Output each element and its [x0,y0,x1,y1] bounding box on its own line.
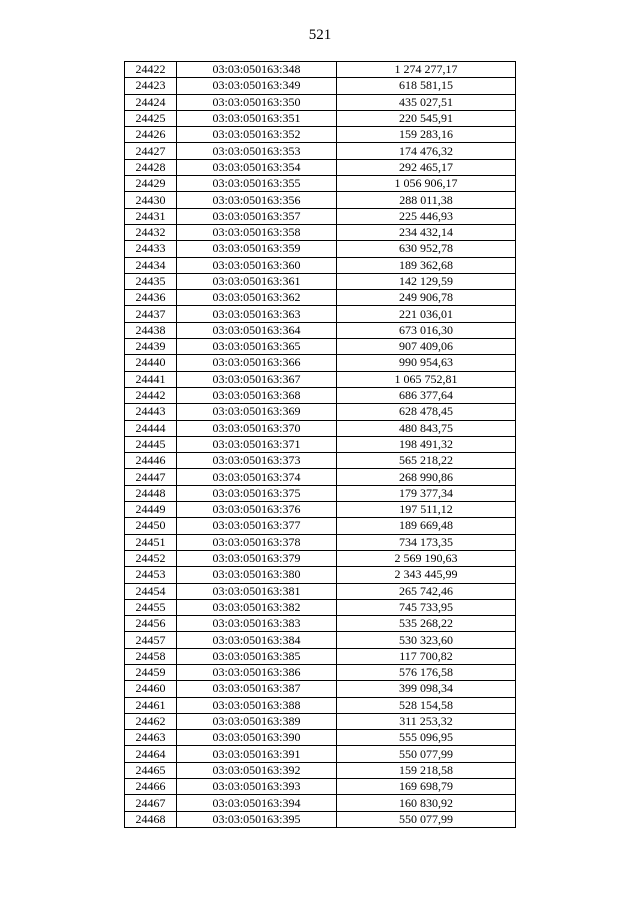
cadastral-value-cell: 576 176,58 [337,664,516,680]
row-number-cell: 24435 [125,273,177,289]
cadastral-number-cell: 03:03:050163:365 [177,339,337,355]
cadastral-number-cell: 03:03:050163:389 [177,713,337,729]
cadastral-value-cell: 528 154,58 [337,697,516,713]
cadastral-value-cell: 160 830,92 [337,795,516,811]
table-row [125,599,516,615]
cadastral-number-cell: 03:03:050163:379 [177,550,337,566]
table-row [125,257,516,273]
cadastral-value-cell: 630 952,78 [337,241,516,257]
cadastral-value-cell: 480 843,75 [337,420,516,436]
cadastral-value-cell: 311 253,32 [337,713,516,729]
cadastral-value-cell: 907 409,06 [337,339,516,355]
cadastral-number-cell: 03:03:050163:386 [177,664,337,680]
cadastral-number-cell: 03:03:050163:395 [177,811,337,827]
cadastral-value-cell: 399 098,34 [337,681,516,697]
table-row [125,78,516,94]
cadastral-number-cell: 03:03:050163:377 [177,518,337,534]
cadastral-value-cell: 565 218,22 [337,453,516,469]
cadastral-value-cell: 990 954,63 [337,355,516,371]
cadastral-number-cell: 03:03:050163:360 [177,257,337,273]
cadastral-value-cell: 117 700,82 [337,648,516,664]
table-body [125,62,516,828]
cadastral-number-cell: 03:03:050163:356 [177,192,337,208]
row-number-cell: 24447 [125,469,177,485]
page-number: 521 [308,27,332,43]
cadastral-number-cell: 03:03:050163:380 [177,567,337,583]
cadastral-value-cell: 530 323,60 [337,632,516,648]
row-number-cell: 24462 [125,713,177,729]
cadastral-value-cell: 142 129,59 [337,273,516,289]
table-row [125,567,516,583]
cadastral-number-cell: 03:03:050163:370 [177,420,337,436]
table-row [125,371,516,387]
table-row [125,811,516,827]
cadastral-value-cell: 197 511,12 [337,502,516,518]
row-number-cell: 24424 [125,94,177,110]
table-row [125,355,516,371]
cadastral-number-cell: 03:03:050163:394 [177,795,337,811]
cadastral-number-cell: 03:03:050163:359 [177,241,337,257]
table-row [125,795,516,811]
cadastral-value-cell: 288 011,38 [337,192,516,208]
row-number-cell: 24434 [125,257,177,273]
cadastral-number-cell: 03:03:050163:384 [177,632,337,648]
cadastral-value-cell: 745 733,95 [337,599,516,615]
row-number-cell: 24440 [125,355,177,371]
row-number-cell: 24464 [125,746,177,762]
cadastral-number-cell: 03:03:050163:376 [177,502,337,518]
row-number-cell: 24443 [125,404,177,420]
cadastral-value-cell: 174 476,32 [337,143,516,159]
row-number-cell: 24468 [125,811,177,827]
cadastral-value-cell: 1 065 752,81 [337,371,516,387]
row-number-cell: 24423 [125,78,177,94]
table-row [125,241,516,257]
table-row [125,62,516,78]
cadastral-number-cell: 03:03:050163:358 [177,224,337,240]
table-row [125,339,516,355]
cadastral-value-cell: 268 990,86 [337,469,516,485]
cadastral-value-cell: 555 096,95 [337,730,516,746]
table-row [125,632,516,648]
cadastral-value-cell: 1 274 277,17 [337,62,516,78]
table-row [125,469,516,485]
row-number-cell: 24448 [125,485,177,501]
table-row [125,306,516,322]
cadastral-number-cell: 03:03:050163:374 [177,469,337,485]
cadastral-value-cell: 2 569 190,63 [337,550,516,566]
table-row [125,681,516,697]
row-number-cell: 24442 [125,387,177,403]
cadastral-number-cell: 03:03:050163:348 [177,62,337,78]
cadastral-value-cell: 234 432,14 [337,224,516,240]
row-number-cell: 24460 [125,681,177,697]
table-row [125,290,516,306]
row-number-cell: 24436 [125,290,177,306]
table-row [125,420,516,436]
table-row [125,502,516,518]
cadastral-number-cell: 03:03:050163:357 [177,208,337,224]
table-row [125,159,516,175]
cadastral-number-cell: 03:03:050163:368 [177,387,337,403]
table-row [125,208,516,224]
row-number-cell: 24451 [125,534,177,550]
cadastral-number-cell: 03:03:050163:361 [177,273,337,289]
row-number-cell: 24449 [125,502,177,518]
table-row [125,176,516,192]
cadastral-number-cell: 03:03:050163:390 [177,730,337,746]
cadastral-number-cell: 03:03:050163:381 [177,583,337,599]
cadastral-number-cell: 03:03:050163:369 [177,404,337,420]
row-number-cell: 24454 [125,583,177,599]
cadastral-number-cell: 03:03:050163:366 [177,355,337,371]
cadastral-value-table [124,61,516,828]
cadastral-number-cell: 03:03:050163:375 [177,485,337,501]
table-row [125,273,516,289]
table-row [125,127,516,143]
cadastral-value-cell: 198 491,32 [337,436,516,452]
cadastral-number-cell: 03:03:050163:391 [177,746,337,762]
table-row [125,534,516,550]
row-number-cell: 24459 [125,664,177,680]
row-number-cell: 24425 [125,110,177,126]
cadastral-number-cell: 03:03:050163:362 [177,290,337,306]
table-row [125,94,516,110]
row-number-cell: 24457 [125,632,177,648]
row-number-cell: 24426 [125,127,177,143]
cadastral-value-cell: 734 173,35 [337,534,516,550]
row-number-cell: 24428 [125,159,177,175]
cadastral-value-cell: 265 742,46 [337,583,516,599]
row-number-cell: 24439 [125,339,177,355]
row-number-cell: 24450 [125,518,177,534]
cadastral-number-cell: 03:03:050163:392 [177,762,337,778]
table-row [125,713,516,729]
table-row [125,779,516,795]
row-number-cell: 24432 [125,224,177,240]
cadastral-value-cell: 550 077,99 [337,746,516,762]
cadastral-value-cell: 225 446,93 [337,208,516,224]
row-number-cell: 24452 [125,550,177,566]
row-number-cell: 24445 [125,436,177,452]
table-row [125,746,516,762]
cadastral-number-cell: 03:03:050163:388 [177,697,337,713]
table-row [125,387,516,403]
table-row [125,664,516,680]
row-number-cell: 24463 [125,730,177,746]
cadastral-number-cell: 03:03:050163:364 [177,322,337,338]
table-row [125,436,516,452]
table-row [125,143,516,159]
table-row [125,322,516,338]
cadastral-value-cell: 249 906,78 [337,290,516,306]
row-number-cell: 24438 [125,322,177,338]
cadastral-value-cell: 1 056 906,17 [337,176,516,192]
cadastral-number-cell: 03:03:050163:383 [177,616,337,632]
row-number-cell: 24422 [125,62,177,78]
cadastral-number-cell: 03:03:050163:352 [177,127,337,143]
row-number-cell: 24446 [125,453,177,469]
row-number-cell: 24465 [125,762,177,778]
cadastral-number-cell: 03:03:050163:387 [177,681,337,697]
table-row [125,550,516,566]
cadastral-number-cell: 03:03:050163:353 [177,143,337,159]
row-number-cell: 24458 [125,648,177,664]
table-row [125,110,516,126]
cadastral-number-cell: 03:03:050163:385 [177,648,337,664]
cadastral-value-cell: 435 027,51 [337,94,516,110]
table-row [125,583,516,599]
table-row [125,518,516,534]
cadastral-value-cell: 686 377,64 [337,387,516,403]
row-number-cell: 24427 [125,143,177,159]
cadastral-number-cell: 03:03:050163:349 [177,78,337,94]
table-row [125,616,516,632]
cadastral-value-cell: 220 545,91 [337,110,516,126]
cadastral-number-cell: 03:03:050163:382 [177,599,337,615]
table-row [125,648,516,664]
row-number-cell: 24437 [125,306,177,322]
cadastral-number-cell: 03:03:050163:371 [177,436,337,452]
row-number-cell: 24466 [125,779,177,795]
row-number-cell: 24429 [125,176,177,192]
cadastral-number-cell: 03:03:050163:393 [177,779,337,795]
cadastral-value-cell: 628 478,45 [337,404,516,420]
row-number-cell: 24461 [125,697,177,713]
table-row [125,453,516,469]
cadastral-number-cell: 03:03:050163:354 [177,159,337,175]
row-number-cell: 24430 [125,192,177,208]
row-number-cell: 24441 [125,371,177,387]
row-number-cell: 24456 [125,616,177,632]
cadastral-value-cell: 189 669,48 [337,518,516,534]
cadastral-value-cell: 179 377,34 [337,485,516,501]
table-row [125,697,516,713]
cadastral-number-cell: 03:03:050163:378 [177,534,337,550]
cadastral-value-cell: 535 268,22 [337,616,516,632]
cadastral-value-cell: 2 343 445,99 [337,567,516,583]
table-row [125,485,516,501]
cadastral-value-cell: 159 283,16 [337,127,516,143]
row-number-cell: 24433 [125,241,177,257]
row-number-cell: 24453 [125,567,177,583]
cadastral-value-cell: 159 218,58 [337,762,516,778]
row-number-cell: 24455 [125,599,177,615]
cadastral-value-cell: 292 465,17 [337,159,516,175]
cadastral-number-cell: 03:03:050163:355 [177,176,337,192]
table-row [125,730,516,746]
table-row [125,192,516,208]
cadastral-number-cell: 03:03:050163:350 [177,94,337,110]
table-row [125,762,516,778]
cadastral-value-cell: 169 698,79 [337,779,516,795]
cadastral-value-cell: 550 077,99 [337,811,516,827]
cadastral-value-cell: 189 362,68 [337,257,516,273]
row-number-cell: 24431 [125,208,177,224]
cadastral-number-cell: 03:03:050163:363 [177,306,337,322]
cadastral-number-cell: 03:03:050163:373 [177,453,337,469]
table-row [125,404,516,420]
cadastral-value-cell: 673 016,30 [337,322,516,338]
row-number-cell: 24444 [125,420,177,436]
cadastral-value-cell: 221 036,01 [337,306,516,322]
cadastral-value-cell: 618 581,15 [337,78,516,94]
cadastral-number-cell: 03:03:050163:351 [177,110,337,126]
table-row [125,224,516,240]
cadastral-number-cell: 03:03:050163:367 [177,371,337,387]
row-number-cell: 24467 [125,795,177,811]
